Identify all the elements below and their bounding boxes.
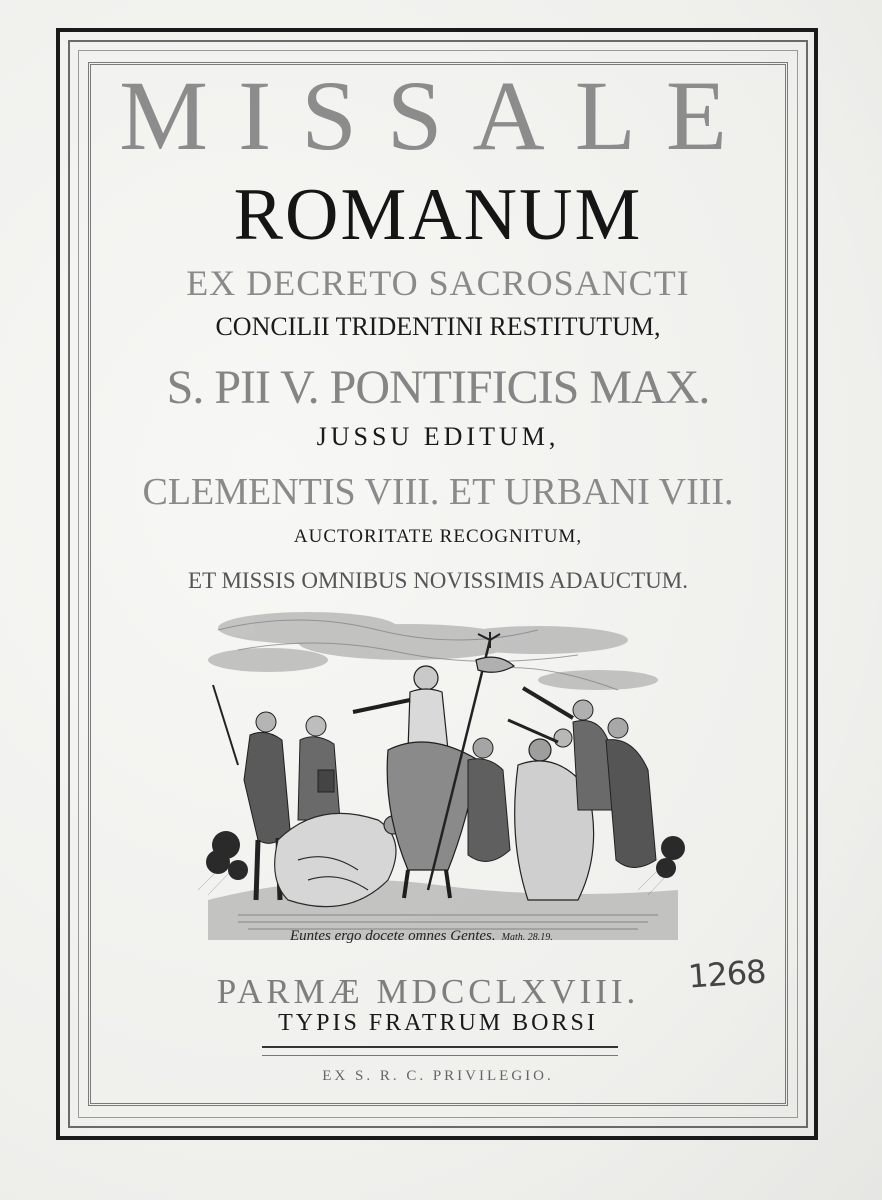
- title-romanum: ROMANUM: [233, 174, 643, 256]
- engraving-illustration: [178, 600, 698, 970]
- apostle-with-book: [298, 716, 340, 820]
- engraving-caption: [290, 928, 670, 945]
- caption-reference: Math. 28.19.: [501, 932, 553, 943]
- subtitle-missis-omnibus: ET MISSIS OMNIBUS NOVISSIMIS ADAUCTUM.: [188, 568, 688, 593]
- subtitle-clementis-urbani: CLEMENTIS VIII. ET URBANI VIII.: [142, 471, 734, 513]
- handwritten-note: 1268: [686, 952, 767, 996]
- subtitle-auctoritate: AUCTORITATE RECOGNITUM,: [293, 526, 583, 547]
- kneeling-apostle-center: [468, 738, 510, 861]
- title-missale: MISSALE: [119, 60, 757, 171]
- subtitle-concilii: CONCILII TRIDENTINI RESTITUTUM,: [215, 312, 661, 341]
- imprint-privilege: EX S. R. C. PRIVILEGIO.: [322, 1068, 554, 1084]
- imprint-printer: TYPIS FRATRUM BORSI: [278, 1010, 598, 1036]
- subtitle-ex-decreto: EX DECRETO SACROSANCTI: [186, 263, 690, 303]
- subtitle-jussu-editum: JUSSU EDITUM,: [316, 422, 560, 451]
- caption-motto: Euntes ergo docete omnes Gentes.: [290, 928, 496, 944]
- ornamental-rule: [262, 1046, 618, 1056]
- subtitle-pius-v: S. PII V. PONTIFICIS MAX.: [166, 361, 710, 414]
- imprint-place-date: PARMÆ MDCCLXVIII.: [216, 972, 640, 1011]
